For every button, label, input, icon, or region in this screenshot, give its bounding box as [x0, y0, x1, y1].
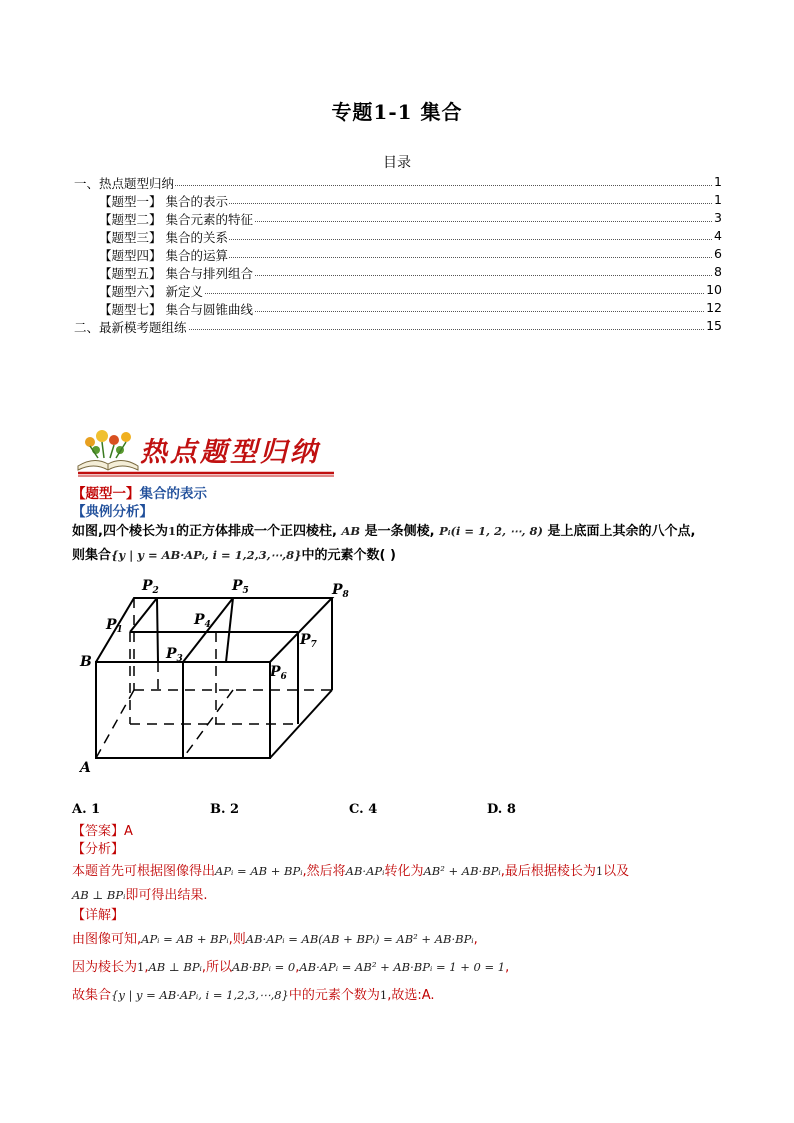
analysis-text: ,然后将 [302, 864, 346, 879]
label-p3: $P_3$ [166, 646, 183, 664]
math-expression: AB² + AB·BPᵢ [423, 864, 501, 878]
math-expression: AB ⊥ BPᵢ [148, 960, 202, 974]
label-p6: $P_6$ [270, 664, 287, 682]
toc-entry-label: 【题型五】 集合与排列组合 [99, 266, 253, 281]
detail-text: , [295, 960, 300, 975]
math-expression: APᵢ = AB + BPᵢ [141, 932, 229, 946]
label-p2: $P_2$ [142, 578, 159, 596]
toc-entry-page: 6 [714, 246, 722, 261]
detail-line-2 [72, 956, 509, 975]
top-mid-line-v [183, 598, 233, 662]
toc-entry-label: 【题型四】 集合的运算 [99, 248, 228, 263]
toc-heading: 目录 [383, 155, 411, 171]
toc-entry-page: 10 [706, 282, 722, 297]
problem-line-1 [72, 520, 695, 539]
toc-entry-label: 一、热点题型归纳 [74, 176, 175, 191]
example-analysis-label: 【典例分析】 [72, 504, 153, 520]
problem-text: 如图,四个棱长为 [72, 524, 168, 539]
choice-value: 1 [91, 802, 101, 817]
math-expression: AB [341, 524, 361, 538]
toc-entry-label: 二、最新模考题组练 [74, 320, 187, 335]
detail-text: , [473, 932, 478, 947]
math-expression: AB·APᵢ [345, 864, 385, 878]
toc-entry-6[interactable] [0, 264, 794, 282]
math-number: 1 [595, 864, 604, 878]
toc-leader [80, 185, 714, 186]
answer-line [72, 820, 133, 839]
question-type-label: 【题型一】 [72, 486, 140, 502]
right-bottom-edge [270, 690, 332, 758]
analysis-text: 以及 [603, 864, 630, 879]
label-p8: $P_8$ [332, 582, 349, 600]
problem-text: 则集合 [72, 548, 112, 563]
section-banner [76, 428, 336, 478]
toc-entry-page: 4 [714, 228, 722, 243]
label-p1: $P_1$ [106, 617, 123, 635]
label-p4: $P_4$ [194, 612, 211, 630]
top-edge-p5-p6 [226, 598, 233, 662]
choice-b[interactable] [210, 802, 239, 817]
label-p7: $P_7$ [300, 632, 317, 650]
toc-entry-page: 15 [706, 318, 722, 333]
detail-text: , [505, 960, 510, 975]
problem-text: 是上底面上其余的八个点, [547, 524, 696, 539]
math-expression: AB·APᵢ = AB(AB + BPᵢ) = AB² + AB·BPᵢ [245, 932, 474, 946]
choice-value: 4 [368, 802, 378, 817]
choice-letter: D. [487, 802, 503, 817]
choice-value: 2 [230, 802, 240, 817]
choice-letter: B. [210, 802, 226, 817]
hidden-edge [96, 690, 134, 758]
math-expression: AB·APᵢ = AB² + AB·BPᵢ = 1 + 0 = 1 [299, 960, 506, 974]
math-expression: AB·BPᵢ = 0 [232, 960, 296, 974]
detail-text: ,则 [228, 932, 246, 947]
toc-entry-label: 【题型六】 新定义 [99, 284, 203, 299]
detail-text: 因为棱长为 [72, 960, 138, 975]
toc-entry-3[interactable] [0, 210, 794, 228]
math-number: 1 [137, 960, 145, 974]
toc-entry-page: 3 [714, 210, 722, 225]
detail-text: 中的元素个数为 [288, 988, 380, 1003]
label-a: A [80, 760, 91, 776]
analysis-label: 【分析】 [72, 842, 125, 857]
detail-line-1 [72, 928, 478, 947]
toc-entry-page: 12 [706, 300, 722, 315]
detail-text: , [144, 960, 149, 975]
toc-entry-label: 【题型二】 集合元素的特征 [99, 212, 253, 227]
toc-entry-label: 【题型七】 集合与圆锥曲线 [99, 302, 253, 317]
answer-label: 【答案】 [72, 824, 125, 839]
choice-letter: C. [349, 802, 364, 817]
toc-entry-page: 1 [714, 174, 722, 189]
top-edge-p2-p3 [157, 598, 158, 662]
label-b: B [80, 654, 92, 670]
detail-text: 故集合 [72, 988, 112, 1003]
math-expression: Pᵢ(i = 1, 2, ⋯, 8) [439, 524, 543, 538]
choice-letter: A. [72, 802, 87, 817]
math-expression: APᵢ = AB + BPᵢ [215, 864, 303, 878]
analysis-text: ,最后根据棱长为 [500, 864, 596, 879]
banner-title: 热点题型归纳 [140, 437, 320, 468]
answer-value: A [124, 824, 133, 839]
toc-entry-page: 1 [714, 192, 722, 207]
choice-d[interactable] [487, 802, 516, 817]
question-type-title: 集合的表示 [139, 486, 207, 502]
detail-answer: A. [421, 988, 435, 1003]
toc-entry-page: 8 [714, 264, 722, 279]
problem-text: 中的元素个数( ) [301, 548, 396, 563]
analysis-line-1 [72, 860, 629, 879]
problem-text: 是一条侧棱, [364, 524, 435, 539]
problem-text: 的正方体排成一个正四棱柱, [175, 524, 337, 539]
detail-text: ,故选: [387, 988, 422, 1003]
toc-entry-label: 【题型三】 集合的关系 [99, 230, 228, 245]
math-number: 1 [167, 524, 176, 538]
problem-line-2 [72, 544, 396, 563]
math-expression: AB ⊥ BPᵢ [72, 888, 126, 902]
detail-text: ,所以 [201, 960, 233, 975]
prism-figure [76, 574, 356, 780]
page-title: 专题1-1 集合 [331, 100, 463, 124]
label-p5: $P_5$ [232, 578, 249, 596]
toc-entry-4[interactable] [0, 228, 794, 246]
math-expression: {y | y = AB·APᵢ, i = 1,2,3,⋯,8} [111, 988, 289, 1002]
analysis-text: 即可得出结果. [125, 888, 208, 903]
analysis-line-2 [72, 884, 208, 903]
choice-value: 8 [506, 802, 516, 817]
toc-entry-9[interactable] [0, 318, 794, 336]
detail-label: 【详解】 [72, 908, 125, 923]
toc-entry-8[interactable] [0, 300, 794, 318]
analysis-text: 本题首先可根据图像得出 [72, 864, 216, 879]
question-type-header [72, 482, 207, 502]
analysis-text: 转化为 [384, 864, 424, 879]
toc-entry-2[interactable] [0, 192, 794, 210]
choice-c[interactable] [349, 802, 377, 817]
detail-line-3 [72, 984, 435, 1003]
toc-entry-7[interactable] [0, 282, 794, 300]
detail-text: 由图像可知, [72, 932, 142, 947]
choice-a[interactable] [72, 802, 100, 817]
math-number: 1 [379, 988, 388, 1002]
toc-entry-1[interactable] [0, 174, 794, 192]
toc-entry-label: 【题型一】 集合的表示 [99, 194, 228, 209]
toc-entry-5[interactable] [0, 246, 794, 264]
math-expression: {y | y = AB·APᵢ, i = 1,2,3,⋯,8} [111, 548, 302, 562]
